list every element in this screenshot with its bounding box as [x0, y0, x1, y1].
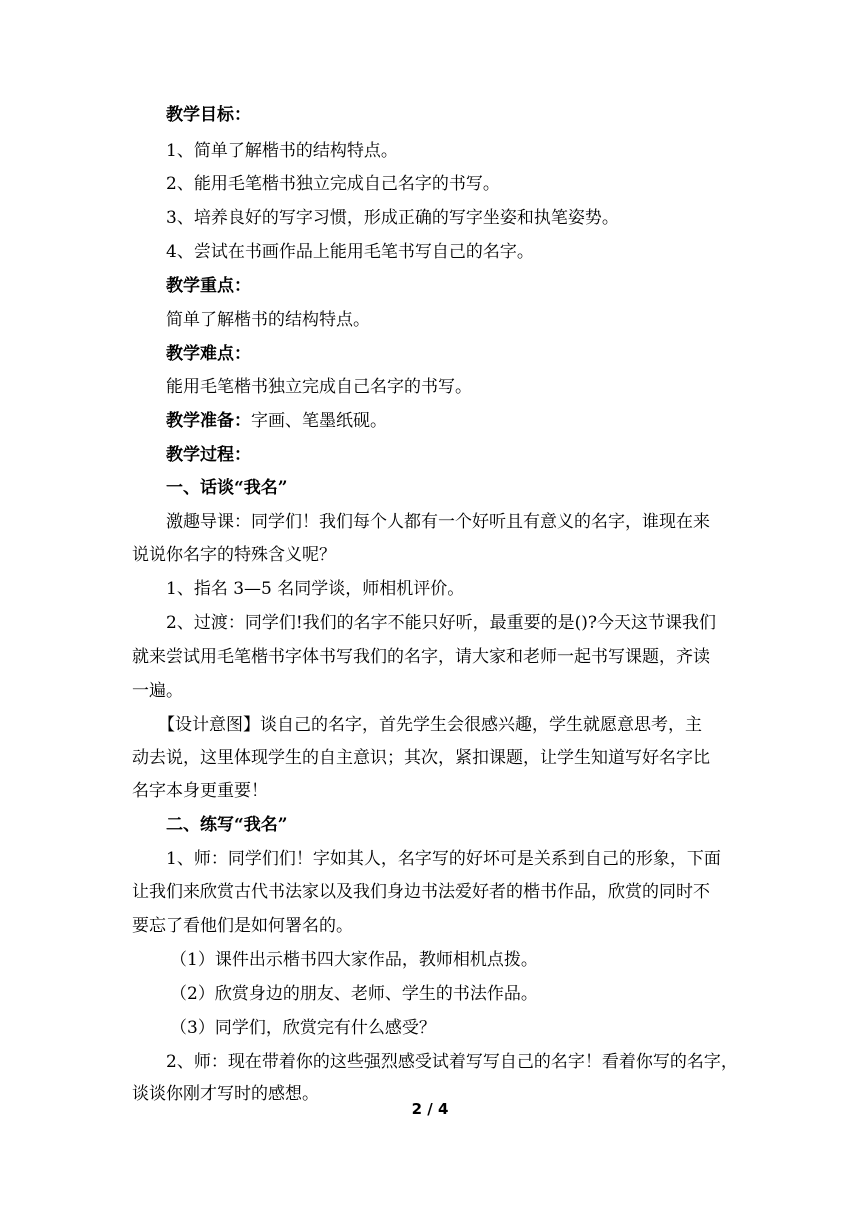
section-2-item-1-line-2: 让我们来欣赏古代书法家以及我们身边书法爱好者的楷书作品，欣赏的同时不 — [132, 882, 710, 902]
section-1-item-1: 1、指名 3—5 名同学谈，师相机评价。 — [166, 579, 465, 599]
preparation-heading: 教学准备： — [166, 411, 251, 431]
section-2-item-2-line-1: 2、师：现在带着你的这些强烈感受试着写写自己的名字！看着你写的名字， — [166, 1052, 738, 1072]
section-2-sub-1: （1）课件出示楷书四大家作品，教师相机点拨。 — [170, 950, 538, 970]
difficult-points-heading: 教学难点： — [166, 344, 251, 364]
objective-1: 1、简单了解楷书的结构特点。 — [166, 141, 398, 161]
section-1-item-2-line-3: 一遍。 — [132, 681, 183, 701]
section-1-intro-line-2: 说说你名字的特殊含义呢？ — [132, 545, 336, 565]
preparation-text: 字画、笔墨纸砚。 — [251, 411, 387, 431]
section-2-item-1-line-3: 要忘了看他们是如何署名的。 — [132, 916, 353, 936]
section-1-title: 一、话谈“我名” — [166, 478, 288, 498]
design-intent-line-3: 名字本身更重要！ — [132, 781, 268, 801]
objective-4: 4、尝试在书画作品上能用毛笔书写自己的名字。 — [166, 242, 534, 262]
objective-2: 2、能用毛笔楷书独立完成自己名字的书写。 — [166, 174, 500, 194]
section-1-item-2-line-1: 2、过渡：同学们!我们的名字不能只好听，最重要的是()?今天这节课我们 — [166, 613, 717, 633]
section-2-sub-2: （2）欣赏身边的朋友、老师、学生的书法作品。 — [170, 984, 538, 1004]
section-1-item-2-line-2: 就来尝试用毛笔楷书字体书写我们的名字，请大家和老师一起书写课题，齐读 — [132, 647, 710, 667]
section-2-title: 二、练写“我名” — [166, 815, 288, 835]
key-points-text: 简单了解楷书的结构特点。 — [166, 310, 370, 330]
design-intent-line-2: 动去说，这里体现学生的自主意识；其次，紧扣课题，让学生知道写好名字比 — [132, 748, 710, 768]
process-heading: 教学过程： — [166, 445, 251, 465]
section-2-item-2-line-2: 谈谈你刚才写时的感想。 — [132, 1084, 319, 1104]
section-2-sub-3: （3）同学们，欣赏完有什么感受？ — [170, 1018, 436, 1038]
key-points-heading: 教学重点： — [166, 276, 251, 296]
objectives-heading: 教学目标： — [166, 105, 251, 125]
objective-3: 3、培养良好的写字习惯，形成正确的写字坐姿和执笔姿势。 — [166, 208, 619, 228]
design-intent-line-1: 【设计意图】谈自己的名字，首先学生会很感兴趣，学生就愿意思考，主 — [158, 715, 702, 735]
page-number: 2 / 4 — [411, 1100, 449, 1118]
section-1-intro-line-1: 激趣导课：同学们！我们每个人都有一个好听且有意义的名字，谁现在来 — [166, 512, 710, 532]
preparation-line — [166, 410, 387, 432]
difficult-points-text: 能用毛笔楷书独立完成自己名字的书写。 — [166, 377, 472, 397]
section-2-item-1-line-1: 1、师：同学们们！字如其人，名字写的好坏可是关系到自己的形象，下面 — [166, 849, 721, 869]
